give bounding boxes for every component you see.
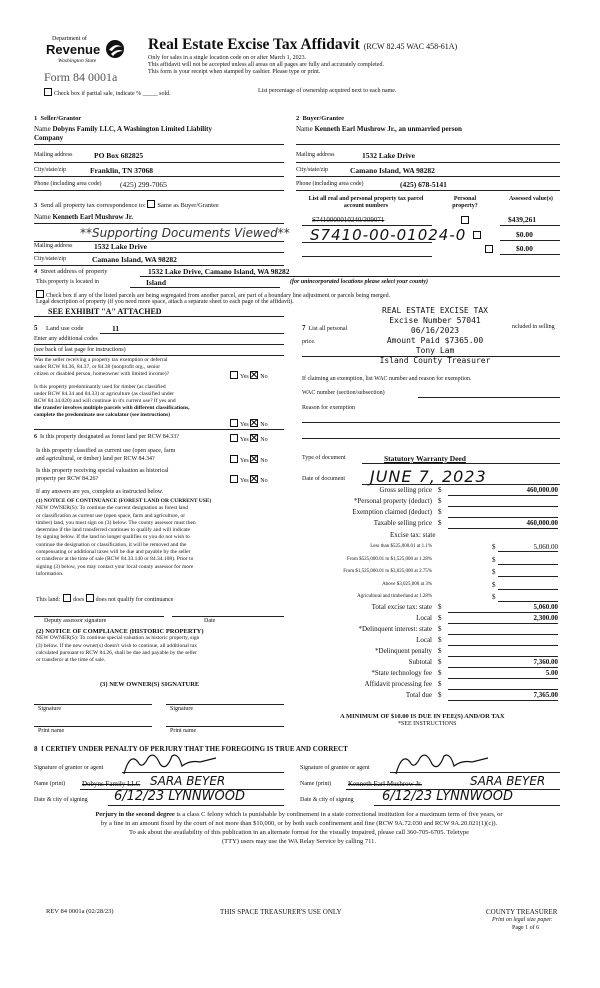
dollar-sign: $ — [438, 658, 442, 666]
grantor-print-label: Name (print) — [34, 781, 66, 787]
tier2-label: From $525,000.01 to $1,525,000 at 1.28% — [347, 557, 432, 562]
section3-label: 3 Send all property tax correspondence to: Same as Buyer/Grantee — [34, 202, 219, 209]
q6-3-no-checkbox[interactable] — [250, 475, 258, 483]
segregate-checkbox[interactable] — [36, 290, 44, 298]
buyer-city-label: City/state/zip — [296, 167, 328, 173]
taxable-value: 460,000.00 — [526, 519, 558, 527]
personal-label: *Personal property (deduct) — [353, 497, 432, 505]
q6-1-yes-checkbox[interactable] — [230, 434, 238, 442]
grantee-print-typed: Kenneth Earl Mushrow Jr. — [348, 780, 422, 788]
owner-print-label-1: Print name — [38, 728, 65, 734]
list-percentage: List percentage of ownership acquired next to each name. — [258, 88, 397, 94]
grantor-sig-label: Signature of grantor or agent — [34, 765, 104, 771]
county-treasurer: COUNTY TREASURER — [486, 908, 558, 916]
seller-heading: 1 Seller/Grantor — [34, 115, 82, 122]
partial-sale-row[interactable]: Check box if partial sale, indicate % _____ sold. — [44, 88, 171, 97]
doc-type[interactable]: Statutory Warranty Deed — [384, 454, 466, 463]
exhibit-a: SEE EXHIBIT "A" ATTACHED — [48, 307, 162, 316]
delinq-penalty-label: *Delinquent penalty — [375, 647, 432, 655]
delinq-state-label: *Delinquent interest: state — [358, 625, 432, 633]
legal-size: Print on legal size paper. — [492, 917, 553, 923]
additional-codes-label: Enter any additional codes — [34, 336, 98, 342]
grantor-date[interactable]: 6/12/23 LYNNWOOD — [114, 789, 245, 804]
dollar-sign: $ — [438, 691, 442, 699]
doc-date[interactable]: JUNE 7, 2023 — [370, 467, 487, 486]
dollar-sign: $ — [492, 581, 496, 589]
legal-desc-label: Legal description of property (if you need more space, attach a separate sheet to each page of the affidavit). — [36, 299, 294, 305]
taxable-label: Taxable selling price — [373, 519, 432, 527]
located-county[interactable]: Island — [146, 278, 167, 287]
subtotal-value: 7,360.00 — [533, 658, 558, 666]
grantor-date-label: Date & city of signing — [34, 797, 88, 803]
segregate-row[interactable]: Check box if any of the listed parcels are being segregated from another parcel, are part of a boundary line adjustment or parcels being merged. — [36, 290, 390, 299]
deputy-signature-label: Deputy assessor signature — [44, 618, 107, 624]
dollar-sign: $ — [438, 497, 442, 505]
grantee-date-label: Date & city of signing — [300, 797, 354, 803]
notice-1: Only for sales in a single location code on or after March 1, 2023. — [148, 55, 307, 61]
doc-date-label: Date of document — [302, 476, 345, 482]
seller-name-2: Company — [34, 134, 64, 142]
owner-signature-label-2: Signature — [170, 706, 193, 712]
tech-fee-label: *State technology fee — [371, 669, 432, 677]
correspondence-city[interactable]: Camano Island, WA 98282 — [92, 255, 177, 264]
this-land-row[interactable]: This land: does does not qualify for continuance — [36, 594, 173, 603]
dept-name: Revenue — [46, 42, 101, 57]
total-due-value: 7,365.00 — [533, 691, 558, 699]
excise-state-label: Excise tax: state — [390, 531, 436, 539]
if-any-yes: If any answers are yes, complete as instructed below. — [36, 489, 164, 495]
notice-3: This form is your receipt when stamped by cashier. Please type or print. — [148, 69, 321, 75]
buyer-heading: 2 Buyer/Grantee — [296, 115, 345, 122]
located-label: This property is located in — [36, 279, 99, 285]
assessed-header: Assessed value(s) — [509, 196, 553, 202]
excise-stamp — [360, 306, 510, 366]
see-instructions: *SEE INSTRUCTIONS — [398, 721, 457, 727]
q6-1: 6 Is this property designated as forest land per RCW 84.33? — [34, 434, 179, 440]
dollar-sign: $ — [438, 647, 442, 655]
buyer-mail-label: Mailing address — [296, 152, 335, 158]
parcel-1[interactable]: S7410000010240/309071 — [312, 216, 385, 224]
correspondence-name: Name Kenneth Earl Mushrow Jr. — [34, 213, 133, 221]
form-number: Form 84 0001a — [44, 70, 118, 84]
dollar-sign: $ — [438, 636, 442, 644]
notice-compliance: (2) NOTICE OF COMPLIANCE (HISTORIC PROPERTY) NEW OWNER(S): To continue special valuation as historic property, sign (3) below. If the new owner(s) doesn't wish to continue, all additional tax calculated pursuant to RCW 84.26, shall be due and payable by the seller or transferor at the time of sale. — [36, 628, 204, 664]
treasurer-space: THIS SPACE TREASURER'S USE ONLY — [220, 908, 342, 916]
tech-fee-value: 5.00 — [545, 669, 558, 677]
grantor-print-hand[interactable]: SARA BEYER — [150, 774, 226, 788]
grantee-print-label: Name (print) — [300, 781, 332, 787]
does-qualify-checkbox[interactable] — [63, 594, 71, 602]
gross-dollar: $ — [438, 486, 442, 494]
q6-2-answers[interactable]: Yes No — [230, 455, 268, 464]
stamp-line-5: Tony Lam — [415, 346, 455, 355]
seller-name: Name Dobyns Family LLC, A Washington Limited Liability — [34, 125, 213, 133]
personal-header: Personal property? — [452, 196, 478, 210]
dollar-sign: $ — [492, 556, 496, 564]
owner-signature-label-1: Signature — [38, 706, 61, 712]
correspondence-mail[interactable]: 1532 Lake Drive — [94, 242, 147, 251]
dollar-sign: $ — [438, 614, 442, 622]
buyer-mail[interactable]: 1532 Lake Drive — [362, 151, 415, 160]
dollar-sign: $ — [438, 625, 442, 633]
stamp-line-4: Amount Paid $7365.00 — [386, 336, 484, 345]
q5-1-yes-checkbox[interactable] — [230, 371, 238, 379]
exemption-label: If claiming an exemption, list WAC number and reason for exemption. — [302, 376, 472, 382]
land-use-label: Land use code — [46, 325, 84, 332]
grantee-date[interactable]: 6/12/23 LYNNWOOD — [382, 789, 513, 804]
partial-sale-label: Check box if partial sale, indicate % — [54, 91, 142, 97]
tax-calculation — [300, 486, 562, 724]
total-state-value: 5,060.00 — [533, 603, 558, 611]
seller-mail-label: Mailing address — [34, 152, 73, 158]
deputy-date-label: Date — [204, 618, 216, 624]
wac-label: WAC number (section/subsection) — [302, 390, 385, 396]
q5-2-answers[interactable]: Yes No — [230, 419, 268, 428]
partial-sold: sold. — [159, 91, 171, 97]
owner-print-label-2: Print name — [170, 728, 197, 734]
notice-2: This affidavit will not be accepted unless all areas on all pages are fully and accurately completed. — [148, 62, 384, 68]
form-rcw: (RCW 82.45 WAC 458-61A) — [363, 42, 458, 51]
parcel-1-value[interactable]: $439,261 — [508, 215, 537, 224]
q5-1-answers[interactable]: Yes No — [230, 371, 268, 380]
partial-sale-checkbox[interactable] — [44, 88, 52, 96]
stamp-line-1: REAL ESTATE EXCISE TAX — [382, 306, 488, 315]
buyer-city[interactable]: Camano Island, WA 98282 — [350, 166, 435, 175]
dollar-sign: $ — [438, 603, 442, 611]
subtotal-label: Subtotal — [408, 658, 432, 666]
minimum-due: A MINIMUM OF $10.00 IS DUE IN FEE(S) AND/OR TAX — [340, 713, 505, 720]
certify: 8 I CERTIFY UNDER PENALTY OF PERJURY THAT THE FOREGOING IS TRUE AND CORRECT — [34, 745, 348, 753]
stamp-line-3: 06/16/2023 — [410, 326, 460, 335]
parcel-1-personal-checkbox[interactable] — [461, 216, 469, 224]
perjury-notice: Perjury in the second degree is a class C felony which is punishable by confinement in a state correctional institution for a maximum term of five years, or by a fine in an amount fixed by the court of not more than $10,000, or by both such confinement and fine (RCW 9A.72.030 and RCW 9A.20.021(1)(c)). To ask about the availability of this publication in an alternate format for the visually impaired, please call 360-705-6705. Teletype (TTY) users may use the WA Relay Service by calling 711. — [95, 811, 503, 845]
notice-continuance: (1) NOTICE OF CONTINUANCE (FOREST LAND OR CURRENT USE) NEW OWNER(S): To continue the current designation as forest land or classification as current use (open space, farm and agriculture, or timber) land, you must sign on (3) below. The county assessor must then determine if the land transferred continues to qualify and will indicate by signing below. If the land no longer qualifies or you do not wish to continue the designation or classification, it will be removed and the compensating or additional taxes will be due and payable by the seller or transferor at the time of sale (RCW 84.33.140 or 84.34.108). Prior to signing (3) below, you may contact your local county assessor for more information. — [36, 498, 212, 577]
see-back: (see back of last page for instructions) — [34, 347, 126, 353]
dollar-sign: $ — [438, 508, 442, 516]
supporting-docs: **Supporting Documents Viewed** — [80, 226, 290, 240]
tier1-value: 5,060.00 — [533, 543, 558, 551]
q6-3-yes-checkbox[interactable] — [230, 475, 238, 483]
q6-2: Is this property classified as current use (open space, farm and agricultural, or timber) land per RCW 84.34? — [36, 448, 176, 462]
total-state-label: Total excise tax: state — [371, 603, 432, 611]
grantee-sig-label: Signature of grantee or agent — [300, 765, 370, 771]
parcel-2-personal-checkbox[interactable] — [473, 231, 481, 239]
stamp-line-2: Excise Number 57041 — [389, 316, 481, 325]
parcel-3-personal-checkbox[interactable] — [485, 245, 493, 253]
doc-type-label: Type of document — [302, 455, 346, 461]
q5-1-no-checkbox[interactable] — [250, 371, 258, 379]
parcel-3-value[interactable]: $0.00 — [516, 244, 533, 253]
state-name: Washington State — [58, 58, 97, 64]
dollar-sign: $ — [438, 519, 442, 527]
correspondence-city-label: City/state/zip — [34, 256, 66, 262]
grantee-print-hand[interactable]: SARA BEYER — [470, 774, 546, 788]
correspondence-mail-label: Mailing address — [34, 243, 73, 249]
tier5-label: Agricultural and timberland at 1.28% — [357, 594, 432, 599]
buyer-phone-label: Phone (including area code) — [296, 181, 364, 187]
q6-3: Is this property receiving special valuation as historical property per RCW 84.26? — [36, 468, 169, 482]
q5-2-no-checkbox[interactable] — [250, 419, 258, 427]
q6-2-no-checkbox[interactable] — [250, 455, 258, 463]
q6-2-yes-checkbox[interactable] — [230, 455, 238, 463]
dollar-sign: $ — [492, 593, 496, 601]
parcel-2-handwritten[interactable]: S7410-00-01024-0 — [310, 226, 467, 244]
dollar-sign: $ — [438, 680, 442, 688]
street-address-row: 4 Street address of property — [34, 268, 108, 275]
form-title — [148, 36, 457, 54]
parcel-header: List all real and personal property tax parcel account numbers — [308, 196, 424, 210]
section7-included: ncluded in selling — [512, 324, 555, 330]
section7-price: price. — [302, 339, 316, 345]
rev-number: REV 84 0001a (02/28/23) — [46, 908, 114, 915]
grantor-print-typed: Dobyns Family LLC — [82, 780, 141, 788]
new-owner-signature-title: (3) NEW OWNER(S) SIGNATURE — [100, 681, 200, 688]
not-qualify-checkbox[interactable] — [86, 594, 94, 602]
same-as-buyer-checkbox[interactable] — [147, 200, 155, 208]
q5-1: Was the seller receiving a property tax exemption or deferral under RCW 84.36, 84.37, or 84.38 (nonprofit org., senior citizen or disabled person, homeowner with limited income)? — [34, 357, 170, 377]
parcel-2-value[interactable]: $0.00 — [516, 230, 533, 239]
delinq-local-label: Local — [416, 636, 432, 644]
page-number: Page 1 of 6 — [512, 925, 540, 931]
total-due-label: Total due — [405, 691, 432, 699]
form-title-text: Real Estate Excise Tax Affidavit — [148, 36, 360, 53]
q6-1-no-checkbox[interactable] — [250, 434, 258, 442]
q5-2: Is this property predominantly used for timber (as classified under RCW 84.34 and 84.33) or agriculture (as classified under RCW 84.34.020) and will continue in it's current use? If yes and the transfer involves multiple parcels with different classifications, complete the predominate use calculator (see instructions) — [34, 384, 190, 418]
tier4-label: Above $3,025,000 at 3% — [382, 582, 432, 587]
revenue-logo — [44, 36, 144, 68]
dollar-sign: $ — [492, 543, 496, 551]
buyer-name: Name Kenneth Earl Mushrow Jr., an unmarried person — [296, 125, 462, 133]
street-address[interactable]: 1532 Lake Drive, Camano Island, WA 98282 — [148, 267, 290, 276]
revenue-logo-swirl-icon — [104, 39, 126, 59]
seller-city-label: City/state/zip — [34, 167, 66, 173]
gross-label: Gross selling price — [379, 486, 432, 494]
local-value: 2,300.00 — [533, 614, 558, 622]
dollar-sign: $ — [492, 568, 496, 576]
dollar-sign: $ — [438, 669, 442, 677]
local-label: Local — [416, 614, 432, 622]
section7-row: 7 List all personal — [302, 324, 348, 332]
seller-city[interactable]: Franklin, TN 37068 — [90, 166, 153, 175]
tier1-label: Less than $525,000.01 at 1.1% — [370, 544, 432, 549]
seller-mail[interactable]: PO Box 682825 — [94, 151, 144, 160]
q6-3-answers[interactable]: Yes No — [230, 475, 268, 484]
section5-num: 5 — [34, 324, 38, 332]
unincorporated-note: (for unincorporated locations please select your county) — [290, 279, 428, 285]
gross-value: 460,000.00 — [526, 486, 558, 494]
tier3-label: From $1,525,000.01 to $3,025,000 at 2.75% — [343, 569, 432, 574]
seller-phone-label: Phone (including area code) — [34, 181, 102, 187]
buyer-phone[interactable]: (425) 678-5141 — [400, 180, 447, 189]
land-use-code[interactable]: 11 — [112, 324, 120, 333]
dept-line: Department of — [52, 36, 87, 42]
affidavit-fee-label: Affidavit processing fee — [364, 680, 432, 688]
q5-2-yes-checkbox[interactable] — [230, 419, 238, 427]
reason-label: Reason for exemption — [302, 405, 355, 411]
seller-phone[interactable]: (425) 299-7065 — [120, 180, 167, 189]
exempt-label: Exemption claimed (deduct) — [352, 508, 432, 516]
stamp-line-6: Island County Treasurer — [379, 356, 491, 365]
q6-1-answers[interactable]: Yes No — [230, 434, 268, 443]
